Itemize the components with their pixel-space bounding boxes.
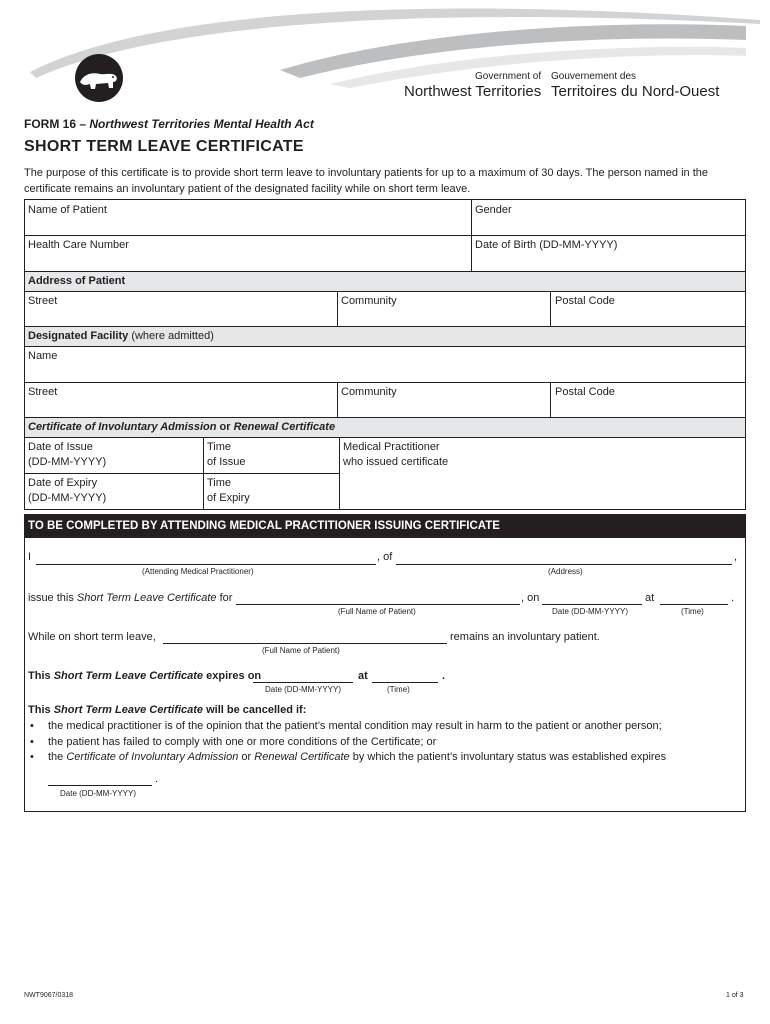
expires-a: This	[28, 670, 51, 682]
facility-street-field[interactable]: Street	[28, 386, 58, 398]
issue-b: Short Term Leave Certificate	[76, 592, 217, 604]
caption-time-2: (Time)	[387, 685, 410, 694]
expiry-date-input[interactable]	[253, 682, 353, 683]
caption-date-2: Date (DD-MM-YYYY)	[265, 685, 342, 694]
name-of-patient-field[interactable]: Name of Patient	[28, 204, 107, 216]
i-label: I	[28, 551, 32, 563]
caption-practitioner: (Attending Medical Practitioner)	[142, 567, 254, 576]
rule	[203, 437, 204, 510]
caption-full-name: (Full Name of Patient)	[338, 607, 416, 616]
time-of-expiry-field[interactable]	[207, 476, 250, 506]
gov-english-small: Government of	[475, 71, 542, 82]
practitioner-section-heading: TO BE COMPLETED BY ATTENDING MEDICAL PRACTITIONER ISSUING CERTIFICATE	[24, 514, 746, 538]
date-of-birth-field[interactable]: Date of Birth (DD-MM-YYYY)	[475, 239, 618, 251]
issue-time-input[interactable]	[660, 604, 728, 605]
form-number-line	[24, 117, 314, 131]
issuing-practitioner-label-2: who issued certificate	[343, 456, 449, 468]
issuing-practitioner-field[interactable]	[343, 440, 448, 470]
expiry-time-input[interactable]	[372, 682, 438, 683]
bullet-2-marker: •	[30, 736, 34, 748]
cancel-b: Short Term Leave Certificate	[53, 704, 204, 716]
date-of-expiry-label: Date of Expiry	[28, 477, 98, 489]
expires-line	[28, 670, 261, 682]
facility-community-field[interactable]: Community	[341, 386, 397, 398]
rule	[339, 437, 340, 510]
date-of-expiry-format: (DD-MM-YYYY)	[28, 492, 107, 504]
designated-facility-label: Designated Facility	[28, 330, 129, 342]
health-care-number-field[interactable]: Health Care Number	[28, 239, 129, 251]
bullet-1-marker: •	[30, 720, 34, 732]
page-number: 1 of 3	[726, 992, 744, 999]
expires-b: Short Term Leave Certificate	[53, 670, 204, 682]
patient-street-field[interactable]: Street	[28, 295, 58, 307]
designated-facility-heading	[28, 329, 214, 344]
rule	[25, 417, 745, 418]
certificate-heading-or: or	[219, 421, 231, 433]
rule	[25, 473, 339, 474]
expires-c: expires on	[206, 670, 262, 682]
rule	[471, 200, 472, 271]
cancel-heading	[28, 704, 306, 716]
issue-date-input[interactable]	[542, 604, 642, 605]
polar-bear-logo	[66, 52, 130, 104]
rule	[25, 346, 745, 347]
caption-time: (Time)	[681, 607, 704, 616]
attending-practitioner-input[interactable]	[36, 564, 376, 565]
page-title: SHORT TERM LEAVE CERTIFICATE	[24, 138, 304, 155]
comma: ,	[734, 551, 738, 563]
bullet-3	[48, 751, 666, 763]
expires-period: .	[442, 670, 446, 682]
period: .	[731, 592, 735, 604]
act-name: Northwest Territories Mental Health Act	[89, 117, 314, 131]
bullet-3-a: the	[48, 751, 64, 763]
rule	[337, 382, 338, 417]
time-of-issue-label: Time	[207, 441, 232, 453]
rule	[550, 291, 551, 326]
bullet-3-d: Renewal Certificate	[254, 751, 350, 763]
caption-date: Date (DD-MM-YYYY)	[552, 607, 629, 616]
rule	[25, 291, 745, 292]
certificate-heading-b: Renewal Certificate	[233, 421, 336, 433]
cancel-a: This	[28, 704, 51, 716]
patient-full-name-input-2[interactable]	[163, 643, 447, 644]
rule	[25, 326, 745, 327]
facility-name-field[interactable]: Name	[28, 350, 58, 362]
bullet-3-e: by which the patient’s involuntary status was established expires	[352, 751, 667, 763]
expires-at-label: at	[358, 670, 368, 682]
while-label: While on short term leave,	[28, 631, 156, 643]
rule	[25, 235, 745, 236]
issue-line	[28, 592, 232, 604]
bullet-1: the medical practitioner is of the opinion that the patient’s mental condition may result in harm to the patient or another person;	[48, 720, 662, 732]
rule	[25, 437, 745, 438]
cancel-c: will be cancelled if:	[206, 704, 307, 716]
remains-label: remains an involuntary patient.	[450, 631, 600, 643]
address-of-patient-heading: Address of Patient	[28, 275, 126, 287]
gov-english-name: Northwest Territories	[404, 83, 542, 100]
final-period: .	[155, 773, 159, 785]
date-of-issue-format: (DD-MM-YYYY)	[28, 456, 107, 468]
address-heading-bg	[25, 271, 745, 291]
bullet-3-marker: •	[30, 751, 34, 763]
time-of-expiry-label: Time	[207, 477, 232, 489]
form-code: NWT9067/0318	[24, 992, 74, 999]
bullet-3-b: Certificate of Involuntary Admission	[66, 751, 239, 763]
patient-postal-code-field[interactable]: Postal Code	[555, 295, 615, 307]
bullet-3-c: or	[241, 751, 252, 763]
caption-full-name-2: (Full Name of Patient)	[262, 646, 340, 655]
gender-field[interactable]: Gender	[475, 204, 512, 216]
caption-date-3: Date (DD-MM-YYYY)	[60, 789, 137, 798]
patient-info-grid	[24, 199, 746, 510]
patient-community-field[interactable]: Community	[341, 295, 397, 307]
certificate-heading-a: Certificate of Involuntary Admission	[28, 421, 217, 433]
purpose-text: The purpose of this certificate is to provide short term leave to involuntary patients for up to a maximum of 30 days. The person named in the certificate remains an involuntary patient of the designated facility while on short term leave.	[24, 167, 708, 195]
designated-facility-note: (where admitted)	[131, 330, 214, 342]
of-label: , of	[377, 551, 393, 563]
rule	[25, 382, 745, 383]
caption-address: (Address)	[548, 567, 583, 576]
patient-full-name-input[interactable]	[236, 604, 520, 605]
form-number: FORM 16 –	[24, 117, 87, 131]
date-of-expiry-field[interactable]	[28, 476, 106, 506]
rule	[550, 382, 551, 417]
bullet-2: the patient has failed to comply with one or more conditions of the Certificate; or	[48, 736, 437, 748]
time-of-expiry-label-2: of Expiry	[207, 492, 250, 504]
on-label: , on	[521, 592, 540, 604]
gov-french-small: Gouvernement des	[551, 71, 637, 82]
time-of-issue-field[interactable]	[207, 440, 246, 470]
rule	[337, 291, 338, 326]
issuing-practitioner-label: Medical Practitioner	[343, 441, 440, 453]
practitioner-address-input[interactable]	[396, 564, 732, 565]
facility-postal-code-field[interactable]: Postal Code	[555, 386, 615, 398]
issue-c: for	[219, 592, 233, 604]
certificate-heading	[28, 420, 335, 435]
at-label: at	[645, 592, 655, 604]
gov-french-name: Territoires du Nord-Ouest	[551, 83, 720, 100]
issue-a: issue this	[28, 592, 74, 604]
time-of-issue-label-2: of Issue	[207, 456, 246, 468]
cancel-date-input[interactable]	[48, 785, 152, 786]
date-of-issue-label: Date of Issue	[28, 441, 93, 453]
date-of-issue-field[interactable]	[28, 440, 106, 470]
rule	[25, 271, 745, 272]
